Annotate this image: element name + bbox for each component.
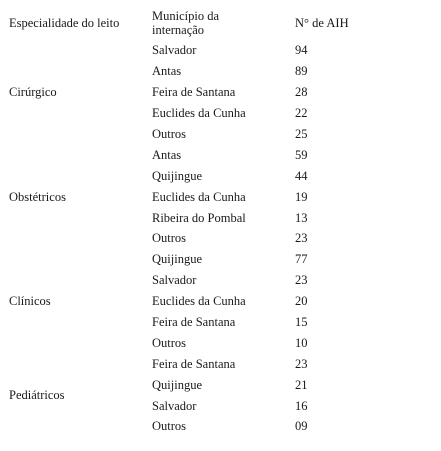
aih-count-cell: 20 xyxy=(295,294,308,309)
aih-count-cell: 23 xyxy=(295,356,308,371)
table-row xyxy=(9,353,395,374)
aih-count-cell: 13 xyxy=(295,210,308,225)
aih-count-cell: 94 xyxy=(295,43,308,58)
municipality-cell: Ribeira do Pombal xyxy=(152,210,246,225)
specialty-cell: Obstétricos xyxy=(9,189,66,204)
municipality-cell: Quijingue xyxy=(152,377,202,392)
aih-count-cell: 10 xyxy=(295,335,308,350)
aih-count-cell: 77 xyxy=(295,252,308,267)
aih-count-cell: 59 xyxy=(295,147,308,162)
municipality-cell: Salvador xyxy=(152,398,197,413)
aih-count-cell: 89 xyxy=(295,64,308,79)
municipality-cell: Feira de Santana xyxy=(152,356,236,371)
header-municipality-line1: Município da xyxy=(152,9,220,23)
table-row xyxy=(9,249,395,270)
aih-table xyxy=(9,6,395,437)
municipality-cell: Euclides da Cunha xyxy=(152,294,246,309)
municipality-cell: Outros xyxy=(152,419,187,434)
aih-count-cell: 44 xyxy=(295,168,308,183)
municipality-cell: Outros xyxy=(152,231,187,246)
aih-count-cell: 09 xyxy=(295,419,308,434)
municipality-cell: Quijingue xyxy=(152,252,202,267)
header-municipality xyxy=(152,6,295,40)
specialty-cell: Clínicos xyxy=(9,294,51,309)
municipality-cell: Antas xyxy=(152,64,182,79)
header-municipality-line2: internação xyxy=(152,23,205,37)
aih-count-cell: 23 xyxy=(295,231,308,246)
municipality-cell: Outros xyxy=(152,127,187,141)
table-row xyxy=(9,40,395,61)
aih-count-cell: 16 xyxy=(295,398,308,413)
aih-count-cell: 21 xyxy=(295,377,308,392)
aih-count-cell: 28 xyxy=(295,85,308,100)
specialty-cell: Pediátricos xyxy=(9,388,65,403)
municipality-cell: Outros xyxy=(152,335,187,350)
header-specialty: Especialidade do leito xyxy=(9,16,120,30)
aih-count-cell: 19 xyxy=(295,189,308,204)
municipality-cell: Euclides da Cunha xyxy=(152,106,246,121)
header-count: N° de AIH xyxy=(295,16,349,30)
municipality-cell: Quijingue xyxy=(152,168,202,183)
municipality-cell: Feira de Santana xyxy=(152,85,236,100)
municipality-cell: Salvador xyxy=(152,43,197,58)
table-body xyxy=(9,40,395,437)
aih-count-cell: 25 xyxy=(295,127,308,141)
header-row xyxy=(9,6,395,40)
municipality-cell: Euclides da Cunha xyxy=(152,189,246,204)
aih-count-cell: 22 xyxy=(295,106,308,121)
table-row xyxy=(9,144,395,165)
municipality-cell: Antas xyxy=(152,147,182,162)
municipality-cell: Salvador xyxy=(152,273,197,288)
aih-count-cell: 23 xyxy=(295,273,308,288)
municipality-cell: Feira de Santana xyxy=(152,315,236,330)
specialty-cell: Cirúrgico xyxy=(9,85,57,100)
aih-count-cell: 15 xyxy=(295,315,308,330)
